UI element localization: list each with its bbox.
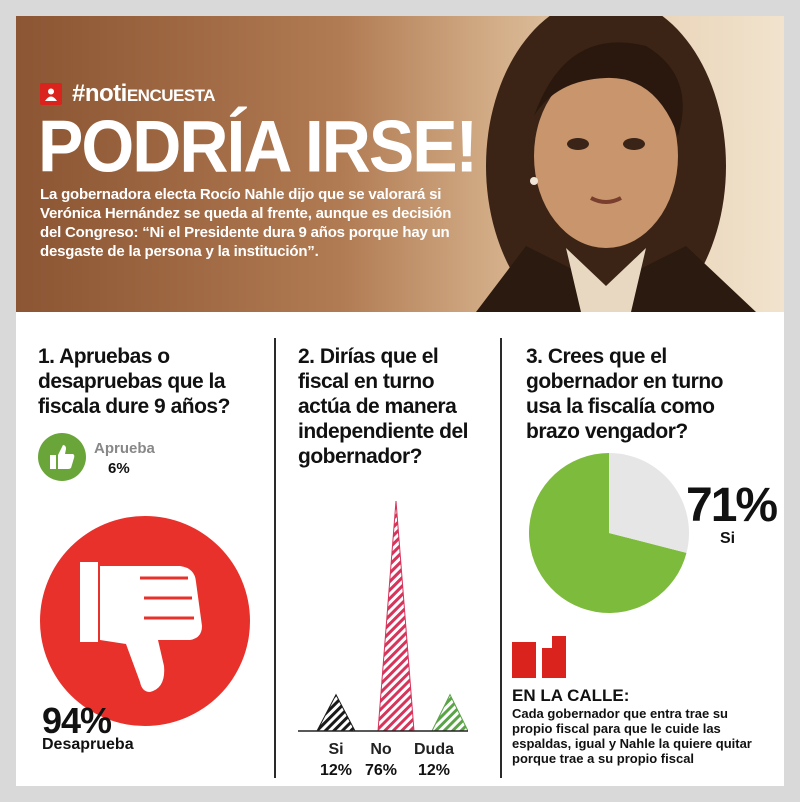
category-label-duda: Duda [414, 741, 454, 758]
question-2: 2. Dirías que el fiscal en turno actúa de manera independiente del gobernador? [298, 345, 469, 468]
disapprove-value: 94% [42, 700, 112, 741]
category-label-si: Si [328, 741, 344, 758]
street-title: EN LA CALLE: [512, 686, 630, 705]
approve-label: Aprueba [94, 440, 155, 457]
spike-duda [432, 695, 468, 731]
column-divider-1 [274, 338, 276, 778]
question-1: 1. Apruebas o desapruebas que la fiscala dure 9 años? [38, 345, 230, 418]
category-value-si: 12% [319, 762, 353, 779]
header-banner [16, 16, 784, 312]
pie-value: 71% [686, 479, 777, 532]
street-text: Cada gobernador que entra trae su propio fiscal para que le cuide las espaldas, igual y Nahle la quiere quitar porque trae a su propio fiscal [512, 706, 752, 766]
quote-mark-icon [512, 636, 570, 678]
column-divider-2 [500, 338, 502, 778]
summary-text: La gobernadora electa Rocío Nahle dijo que se valorará si Verónica Hernández se queda al frente, aunque es decisión del Congreso: “Ni el Presidente dura 9 años porque hay un desgaste de la persona y la institución”. [40, 186, 452, 260]
thumbs-up-icon [38, 433, 86, 481]
question-3: 3. Crees que el gobernador en turno usa la fiscalía como brazo vengador? [526, 345, 723, 443]
category-label-no: No [370, 741, 392, 758]
brand-main: #noti [72, 80, 127, 107]
headline: PODRÍA IRSE! [38, 105, 477, 188]
disapprove-label: Desaprueba [42, 736, 134, 753]
brand-name [72, 80, 215, 108]
spike-si [317, 695, 355, 731]
pie-chart [526, 450, 692, 616]
spike-no [378, 501, 414, 731]
pie-label: Si [720, 530, 736, 547]
brand-tag [40, 80, 215, 108]
infographic-card [16, 16, 784, 786]
category-value-duda: 12% [417, 762, 451, 779]
category-value-no: 76% [364, 762, 398, 779]
approve-value: 6% [108, 460, 130, 477]
brand-sub: ENCUESTA [126, 86, 216, 105]
thumbs-down-icon [40, 516, 250, 726]
spike-chart [298, 476, 468, 736]
user-icon [40, 83, 62, 105]
